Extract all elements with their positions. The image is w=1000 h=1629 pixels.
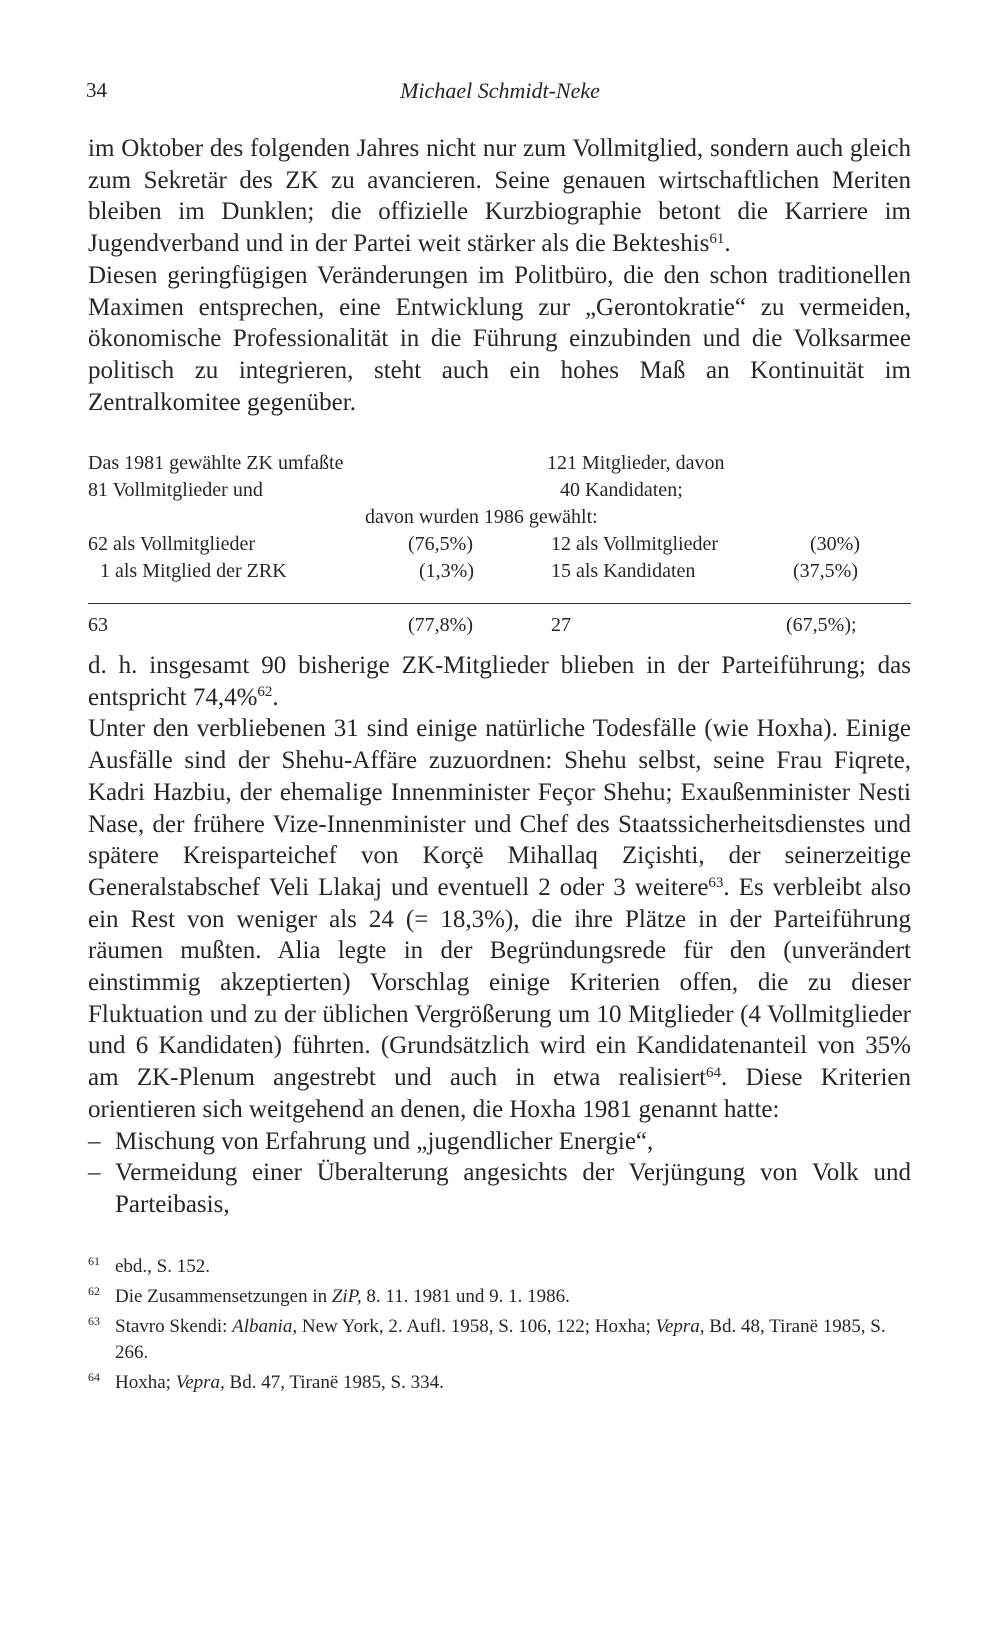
- list-dash: –: [88, 1159, 101, 1187]
- paragraph-text: .: [724, 230, 731, 258]
- paragraph: [88, 713, 911, 1125]
- table-row: [88, 533, 911, 560]
- list-item-text: Mischung von Erfahrung und „jugendlicher Energie“,: [115, 1127, 654, 1155]
- paragraph: [88, 650, 911, 713]
- footnote-text: 8. 11. 1981 und 9. 1. 1986.: [361, 1286, 570, 1307]
- table-row: [88, 560, 911, 587]
- paragraph-text: . Es verbleibt also ein Rest von weniger als 24 (= 18,3%), die ihre Plätze in der Parteiführung räumen mußten. Alia legte in der Begründungsrede für den (unverändert einstimmig akzeptierten) Vorschlag einige Kriterien offen, die zu dieser Fluktuation und zu der üblichen Vergrößerung um 10 Mitglieder (4 Vollmitglieder und 6 Kandidaten) führten. (Grundsätzlich wird ein Kandidatenanteil von 35% am ZK-Plenum angestrebt und auch in etwa realisiert: [88, 873, 911, 1092]
- list-item: [88, 1157, 911, 1220]
- paragraph-text: .: [272, 683, 279, 711]
- footnote-ref[interactable]: 63: [708, 874, 724, 891]
- footnote: [88, 1254, 911, 1280]
- body-text-lower: [88, 650, 911, 1221]
- table-cell: 12 als Vollmitglieder: [551, 533, 719, 555]
- footnote: [88, 1284, 911, 1310]
- footnote-title: ZiP,: [331, 1286, 362, 1307]
- footnote-number: 63: [88, 1314, 100, 1328]
- table-cell: davon wurden 1986 gewählt:: [365, 506, 598, 528]
- table-cell: (67,5%);: [786, 614, 857, 636]
- table-row: [88, 479, 911, 506]
- list-dash: –: [88, 1127, 101, 1155]
- table-row: [88, 452, 911, 479]
- footnote-ref[interactable]: 64: [706, 1064, 722, 1081]
- footnote-ref[interactable]: 62: [257, 684, 273, 701]
- footnote-title: Vepra,: [175, 1372, 225, 1393]
- table-cell: 121 Mitglieder, davon: [547, 452, 725, 474]
- table-cell: 15 als Kandidaten: [551, 560, 696, 582]
- paragraph: [88, 133, 911, 260]
- footnote-text: Bd. 47, Tiranë 1985, S. 334.: [224, 1372, 444, 1393]
- paragraph-text: Unter den verbliebenen 31 sind einige natürliche Todesfälle (wie Hoxha). Einige Ausfälle sind der Shehu-Affäre zuzuordnen: Shehu selbst, seine Frau Fiqrete, Kadri Hazbiu, der ehemalige Innenminister Feçor Shehu; Exaußenminister Nesti Nase, der frühere Vize-Innenminister und Chef des Staatssicherheitsdienstes und spätere Kreisparteichef von Korçë Mihallaq Ziçishti, der seinerzeitige Generalstabschef Veli Llakaj und eventuell 2 oder 3 weitere: [88, 715, 911, 901]
- footnote: [88, 1370, 911, 1396]
- table-row: [88, 506, 911, 533]
- table-cell: (77,8%): [408, 614, 473, 636]
- table-cell: (30%): [810, 533, 860, 555]
- footnote-text: ebd., S. 152.: [115, 1256, 210, 1277]
- table-cell: 81 Vollmitglieder und: [88, 479, 263, 501]
- footnote-number: 61: [88, 1254, 100, 1268]
- table-cell: (37,5%): [793, 560, 858, 582]
- footnote-ref[interactable]: 61: [709, 230, 725, 247]
- table-cell: 27: [551, 614, 571, 636]
- footnote-text: New York, 2. Aufl. 1958, S. 106, 122; Hoxha;: [297, 1316, 656, 1337]
- footnotes: [88, 1254, 911, 1400]
- table-sum-row: [88, 614, 911, 641]
- table-cell: 63: [88, 614, 108, 636]
- table-cell: 1 als Mitglied der ZRK: [100, 560, 287, 582]
- table-cell: (76,5%): [408, 533, 473, 555]
- footnote-number: 62: [88, 1284, 100, 1298]
- paragraph-text: d. h. insgesamt 90 bisherige ZK-Mitglieder blieben in der Parteiführung; das entspricht 74,4%: [88, 652, 911, 711]
- footnote-text: Die Zusammensetzungen in: [115, 1286, 332, 1307]
- footnote-title: Vepra,: [655, 1316, 705, 1337]
- footnote-text: Hoxha;: [115, 1372, 176, 1393]
- list-item: [88, 1126, 911, 1158]
- table-cell: 62 als Vollmitglieder: [88, 533, 256, 555]
- footnote-title: Albania,: [232, 1316, 298, 1337]
- paragraph-text: . Diese Kriterien orientieren sich weitgehend an denen, die Hoxha 1981 genannt hatte:: [88, 1064, 912, 1123]
- footnote-text: Bd. 48, Tiranë 1985, S. 266.: [115, 1316, 886, 1363]
- body-text-upper: [88, 133, 911, 418]
- page-number: 34: [86, 78, 107, 102]
- paragraph: Diesen geringfügigen Veränderungen im Politbüro, die den schon traditionellen Maximen entsprechen, eine Entwicklung zur „Gerontokratie“ zu vermeiden, ökonomische Professionalität in die Führung einzubinden und die Volksarmee politisch zu integrieren, steht auch ein hohes Maß an Kontinuität im Zentralkomitee gegenüber.: [88, 261, 911, 416]
- statistics-table: [88, 452, 911, 587]
- running-header-author: Michael Schmidt-Neke: [400, 78, 600, 103]
- paragraph-text: im Oktober des folgenden Jahres nicht nur zum Vollmitglied, sondern auch gleich zum Sekretär des ZK zu avancieren. Seine genauen wirtschaftlichen Meriten bleiben im Dunklen; die offizielle Kurzbiographie betont die Karriere im Jugendverband und in der Partei weit stärker als die Bekteshis: [88, 135, 911, 258]
- table-cell: (1,3%): [419, 560, 474, 582]
- table-sum-rule: [88, 603, 911, 604]
- footnote-text: Stavro Skendi:: [115, 1316, 233, 1337]
- table-cell: 40 Kandidaten;: [560, 479, 683, 501]
- list-item-text: Vermeidung einer Überalterung angesichts der Verjüngung von Volk und Parteibasis,: [115, 1159, 911, 1218]
- table-cell: Das 1981 gewählte ZK umfaßte: [88, 452, 344, 474]
- footnote: [88, 1314, 911, 1366]
- footnote-number: 64: [88, 1370, 100, 1384]
